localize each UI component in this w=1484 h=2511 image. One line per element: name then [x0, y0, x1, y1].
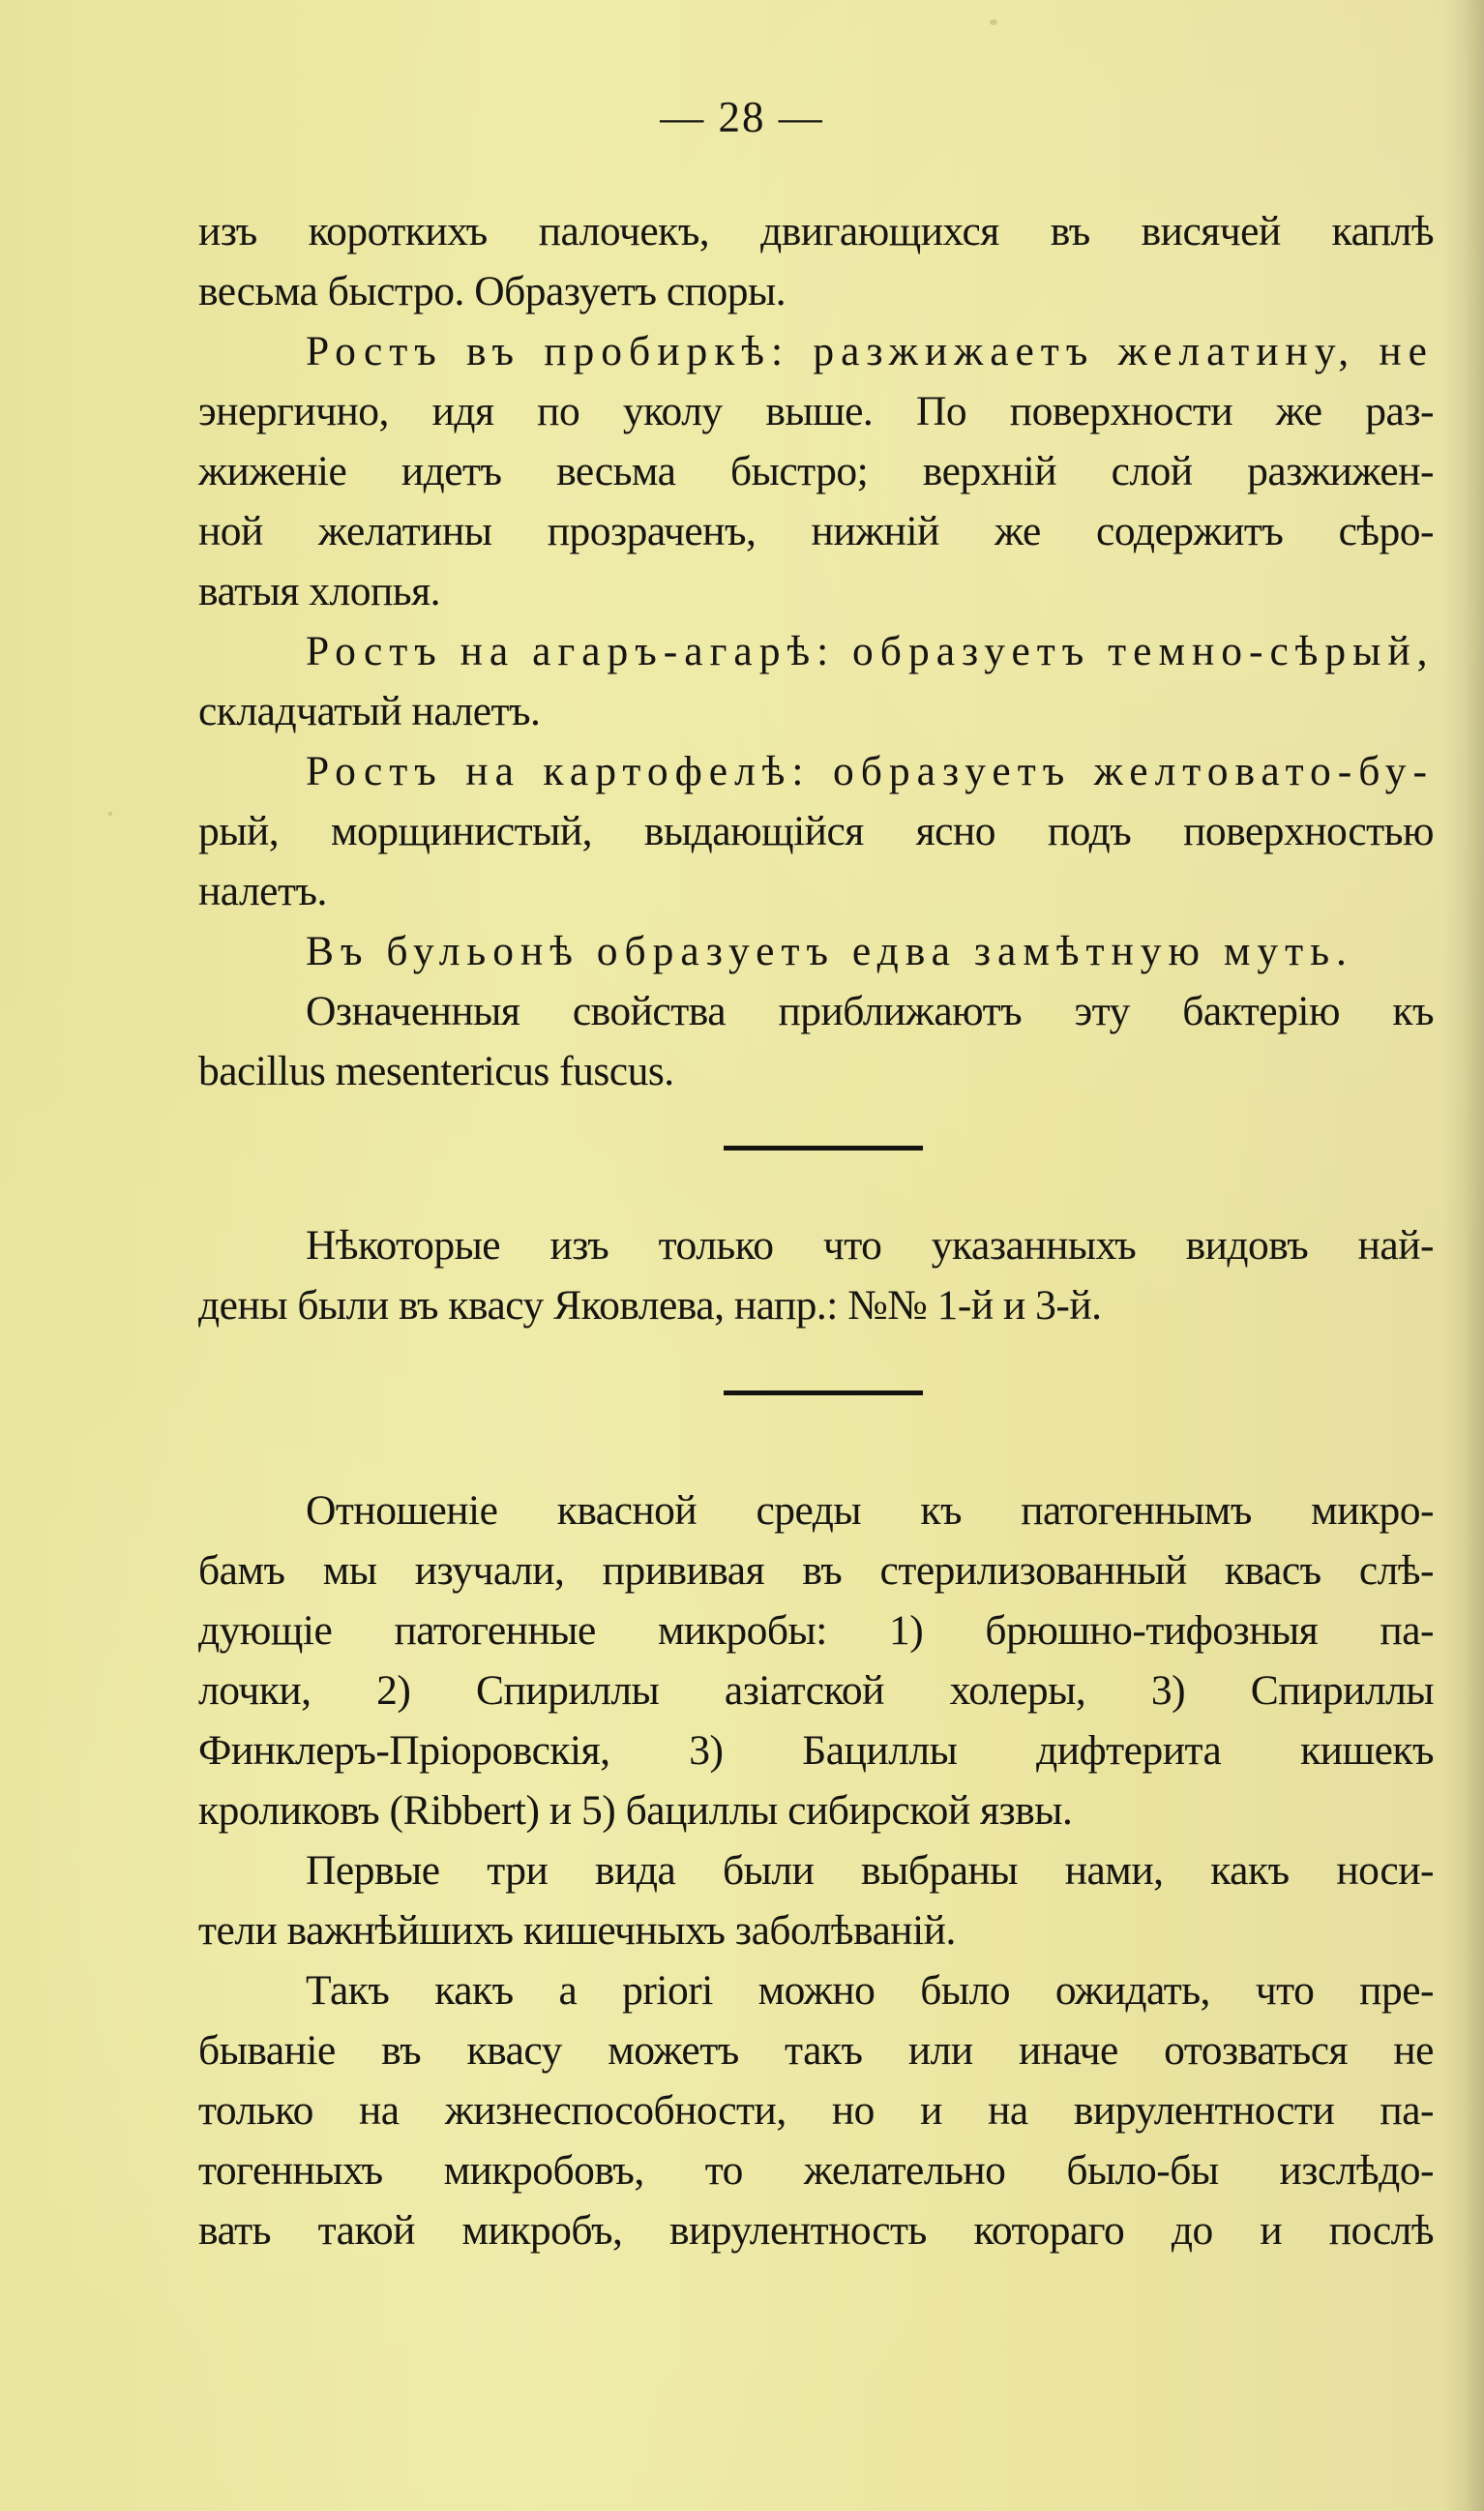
text-line: Отношеніе квасной среды къ патогеннымъ микро- — [306, 1487, 1434, 1534]
text-line: Въ бульонѣ образуетъ едва замѣтную муть. — [306, 928, 1353, 974]
page-number: — 28 — — [660, 93, 824, 141]
text-line: только на жизнеспособности, но и на вирулентности па- — [198, 2087, 1434, 2134]
text-line: bacillus mesentericus fuscus. — [198, 1048, 674, 1094]
text-line: Первые три вида были выбраны нами, какъ носи- — [306, 1847, 1434, 1894]
paper-spot — [990, 19, 997, 25]
text-line: рый, морщинистый, выдающійся ясно подъ поверхностью — [198, 808, 1434, 854]
text-line: тогенныхъ микробовъ, то желательно было-бы изслѣдо- — [198, 2147, 1434, 2194]
text-line: лочки, 2) Спириллы азіатской холеры, 3) Спириллы — [198, 1667, 1434, 1714]
text-line: ной желатины прозраченъ, нижній же содержитъ сѣро- — [198, 508, 1434, 554]
text-line: Ростъ на картофелѣ: образуетъ желтовато-бу- — [306, 748, 1434, 794]
text-line: энергично, идя по уколу выше. По поверхности же раз- — [198, 388, 1434, 434]
text-line: тели важнѣйшихъ кишечныхъ заболѣваній. — [198, 1907, 956, 1954]
text-line: Финклеръ-Пріоровскія, 3) Бациллы дифтерита кишекъ — [198, 1727, 1434, 1774]
text-line: Такъ какъ а priori можно было ожидать, что пре- — [306, 1967, 1434, 2014]
text-line: Ростъ на агаръ-агарѣ: образуетъ темно-сѣрый, — [306, 628, 1435, 674]
section-rule — [724, 1146, 923, 1151]
text-line: бамъ мы изучали, прививая въ стерилизованный квасъ слѣ- — [198, 1547, 1434, 1594]
page-edge-shadow — [1443, 0, 1484, 2511]
text-line: дующіе патогенные микробы: 1) брюшно-тифозныя па- — [198, 1607, 1434, 1654]
text-line: кроликовъ (Ribbert) и 5) бациллы сибирской язвы. — [198, 1787, 1073, 1834]
text-line: быванiе въ квасу можетъ такъ или иначе отозваться не — [198, 2027, 1434, 2074]
paper-spot — [108, 812, 112, 816]
section-rule — [724, 1390, 923, 1395]
text-line: изъ короткихъ палочекъ, двигающихся въ висячей каплѣ — [198, 208, 1434, 254]
text-line: Нѣкоторые изъ только что указанныхъ видовъ най- — [306, 1222, 1434, 1269]
text-line: Означенныя свойства приближаютъ эту бактерію къ — [306, 988, 1434, 1034]
text-line: весьма быстро. Образуетъ споры. — [198, 268, 787, 314]
text-line: Ростъ въ пробиркѣ: разжижаетъ желатину, не — [306, 328, 1434, 374]
text-line: ватыя хлопья. — [198, 568, 440, 614]
text-line: дены были въ квасу Яковлева, напр.: №№ 1-й и 3-й. — [198, 1282, 1102, 1329]
text-line: налетъ. — [198, 868, 327, 914]
text-line: складчатый налетъ. — [198, 688, 541, 734]
text-line: вать такой микробъ, вирулентность котораго до и послѣ — [198, 2207, 1434, 2254]
text-line: жиженіе идетъ весьма быстро; верхній слой разжижен- — [198, 448, 1434, 494]
